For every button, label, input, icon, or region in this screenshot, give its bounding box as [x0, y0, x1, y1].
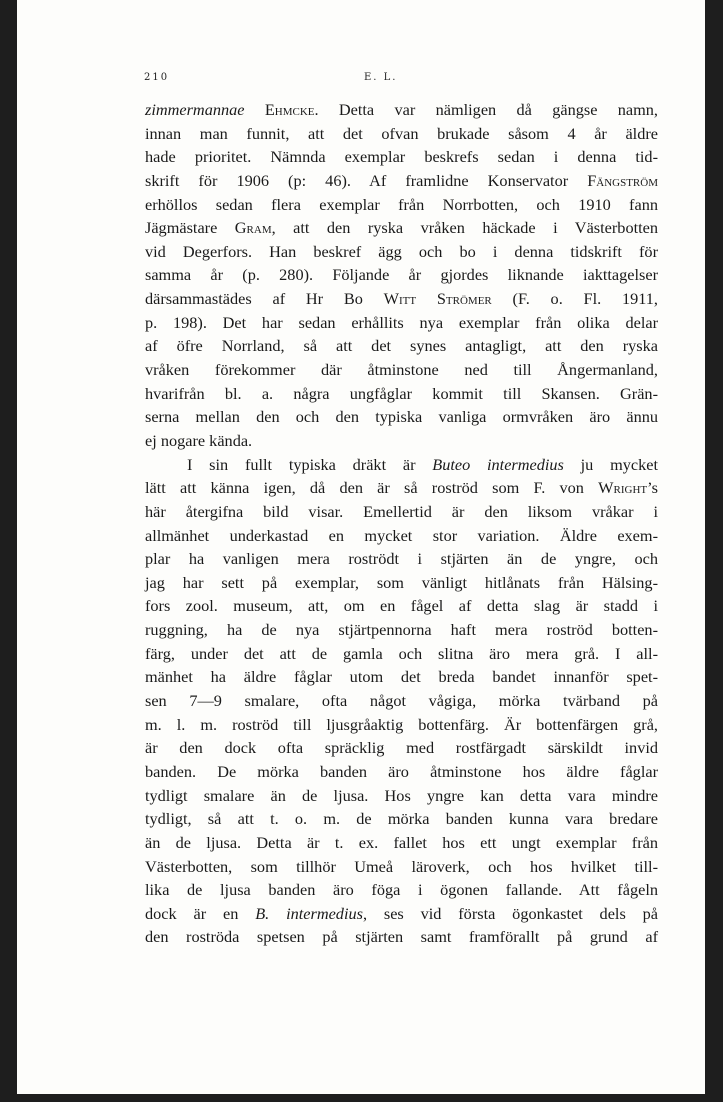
text-line	[145, 713, 658, 737]
text-line	[145, 618, 658, 642]
text-line	[145, 169, 658, 193]
text-line	[145, 287, 658, 311]
text-line	[145, 642, 658, 666]
text-run: därsammastädes af Hr Bo	[145, 289, 384, 309]
text-line	[145, 571, 658, 595]
text-run: vråken förekommer där åtminstone ned till Ångermanland,	[145, 360, 658, 380]
text-run: är den dock ofta spräcklig med rostfärgadt särskildt invid	[145, 738, 658, 758]
text-run: ruggning, ha de nya stjärtpennorna haft mera roströd botten-	[145, 620, 658, 640]
text-run: jag har sett på exemplar, som vänligt hitlånats från Hälsing-	[145, 572, 658, 592]
text-run: sen 7—9 smalare, ofta något vågiga, mörka tvärband på	[145, 691, 658, 711]
text-run: tydligt, så att t. o. m. de mörka banden kunna vara bredare	[145, 809, 658, 829]
text-run: zimmermannae	[145, 100, 245, 119]
text-run: dock är en	[145, 903, 256, 923]
text-line	[145, 500, 658, 524]
text-line	[145, 453, 658, 477]
text-run: samma år (p. 280). Följande år gjordes liknande iakttagelser	[145, 265, 658, 285]
text-run: vid Degerfors. Han beskref ägg och bo i denna tidskrift för	[145, 241, 658, 261]
text-line	[145, 665, 658, 689]
text-run: hade prioritet. Nämnda exemplar beskrefs sedan i denna tid-	[145, 147, 658, 167]
text-line	[145, 784, 658, 808]
text-line	[145, 429, 658, 453]
text-line	[145, 925, 658, 949]
text-run: hvarifrån bl. a. några ungfåglar kommit till Skansen. Grän-	[145, 383, 658, 403]
text-run: lätt att känna igen, då den är så roströd som F. von	[145, 478, 599, 498]
text-line	[145, 311, 658, 335]
text-run: . Detta var nämligen då gängse namn,	[314, 100, 658, 119]
text-line	[145, 145, 658, 169]
text-line	[145, 476, 658, 500]
text-run: Västerbotten, som tillhör Umeå läroverk, och hos hvilket till-	[145, 856, 658, 876]
text-line	[145, 193, 658, 217]
text-run: här återgifna bild visar. Emellertid är den liksom vråkar i	[145, 501, 658, 521]
text-line	[145, 807, 658, 831]
text-run: ej nogare kända.	[145, 430, 253, 450]
text-run: Fängström	[587, 170, 658, 190]
text-line	[145, 760, 658, 784]
text-line	[145, 405, 658, 429]
text-line	[145, 594, 658, 618]
text-run: allmänhet underkastad en mycket stor variation. Äldre exem-	[145, 525, 658, 545]
text-run: Witt Strömer	[383, 289, 492, 309]
text-run: p. 198). Det har sedan erhållits nya exemplar från olika delar	[145, 312, 658, 332]
text-run: fors zool. museum, att, om en fågel af detta slag är stadd i	[145, 596, 658, 616]
text-run: m. l. m. roströd till ljusgråaktig bottenfärg. Är bottenfärgen grå,	[145, 714, 658, 734]
text-line	[145, 334, 658, 358]
running-head: E. L.	[364, 72, 398, 83]
text-run: , ses vid första ögonkastet dels på	[362, 903, 659, 923]
text-run: ’s	[647, 478, 658, 498]
text-run: banden. De mörka banden äro åtminstone hos äldre fåglar	[145, 761, 658, 781]
page-number: 210	[144, 72, 170, 83]
text-run: den roströda spetsen på stjärten samt framförallt på grund af	[145, 927, 658, 947]
text-run: skrift för 1906 (p: 46). Af framlidne Konservator	[145, 170, 588, 190]
text-run: mänhet ha äldre fåglar utom det breda bandet innanför spet-	[145, 667, 658, 687]
page-header	[144, 72, 658, 88]
text-run: Buteo intermedius	[432, 454, 564, 474]
text-run: erhöllos sedan flera exemplar från Norrbotten, och 1910 fann	[145, 194, 658, 214]
text-line	[145, 878, 658, 902]
text-run: innan man funnit, att det ofvan brukade såsom 4 år äldre	[145, 123, 658, 143]
text-run	[244, 100, 264, 119]
text-run: (F. o. Fl. 1911,	[491, 289, 658, 309]
text-line	[145, 902, 658, 926]
text-line	[145, 855, 658, 879]
text-line	[145, 240, 658, 264]
text-line	[145, 736, 658, 760]
text-line	[145, 98, 658, 122]
text-line	[145, 689, 658, 713]
text-run: ju mycket	[563, 454, 659, 474]
text-line	[145, 524, 658, 548]
body-text	[145, 98, 658, 949]
text-line	[145, 358, 658, 382]
text-run: I sin fullt typiska dräkt är	[187, 454, 433, 474]
text-line	[145, 547, 658, 571]
text-run: Jägmästare	[145, 218, 235, 238]
text-line	[145, 831, 658, 855]
book-page	[17, 0, 705, 1094]
text-run: lika de ljusa banden äro föga i ögonen fallande. Att fågeln	[145, 880, 658, 900]
text-run: färg, under det att de gamla och slitna äro mera grå. I all-	[145, 643, 658, 663]
text-run: B. intermedius	[255, 903, 363, 923]
text-run: serna mellan den och den typiska vanliga ormvråken äro ännu	[145, 407, 658, 427]
text-run: Ehmcke	[264, 100, 315, 119]
text-line	[145, 263, 658, 287]
text-line	[145, 216, 658, 240]
text-run: än de ljusa. Detta är t. ex. fallet hos ett ungt exemplar från	[145, 832, 658, 852]
text-line	[145, 382, 658, 406]
text-run: , att den ryska vråken häckade i Västerbotten	[271, 218, 658, 238]
text-run: Gram	[234, 218, 272, 238]
text-run: tydligt smalare än de ljusa. Hos yngre kan detta vara mindre	[145, 785, 658, 805]
text-run: plar ha vanligen mera roströdt i stjärten än de yngre, och	[145, 549, 658, 569]
text-run: Wright	[598, 478, 648, 498]
text-line	[145, 122, 658, 146]
text-run: af öfre Norrland, så att det synes antagligt, att den ryska	[145, 336, 658, 356]
